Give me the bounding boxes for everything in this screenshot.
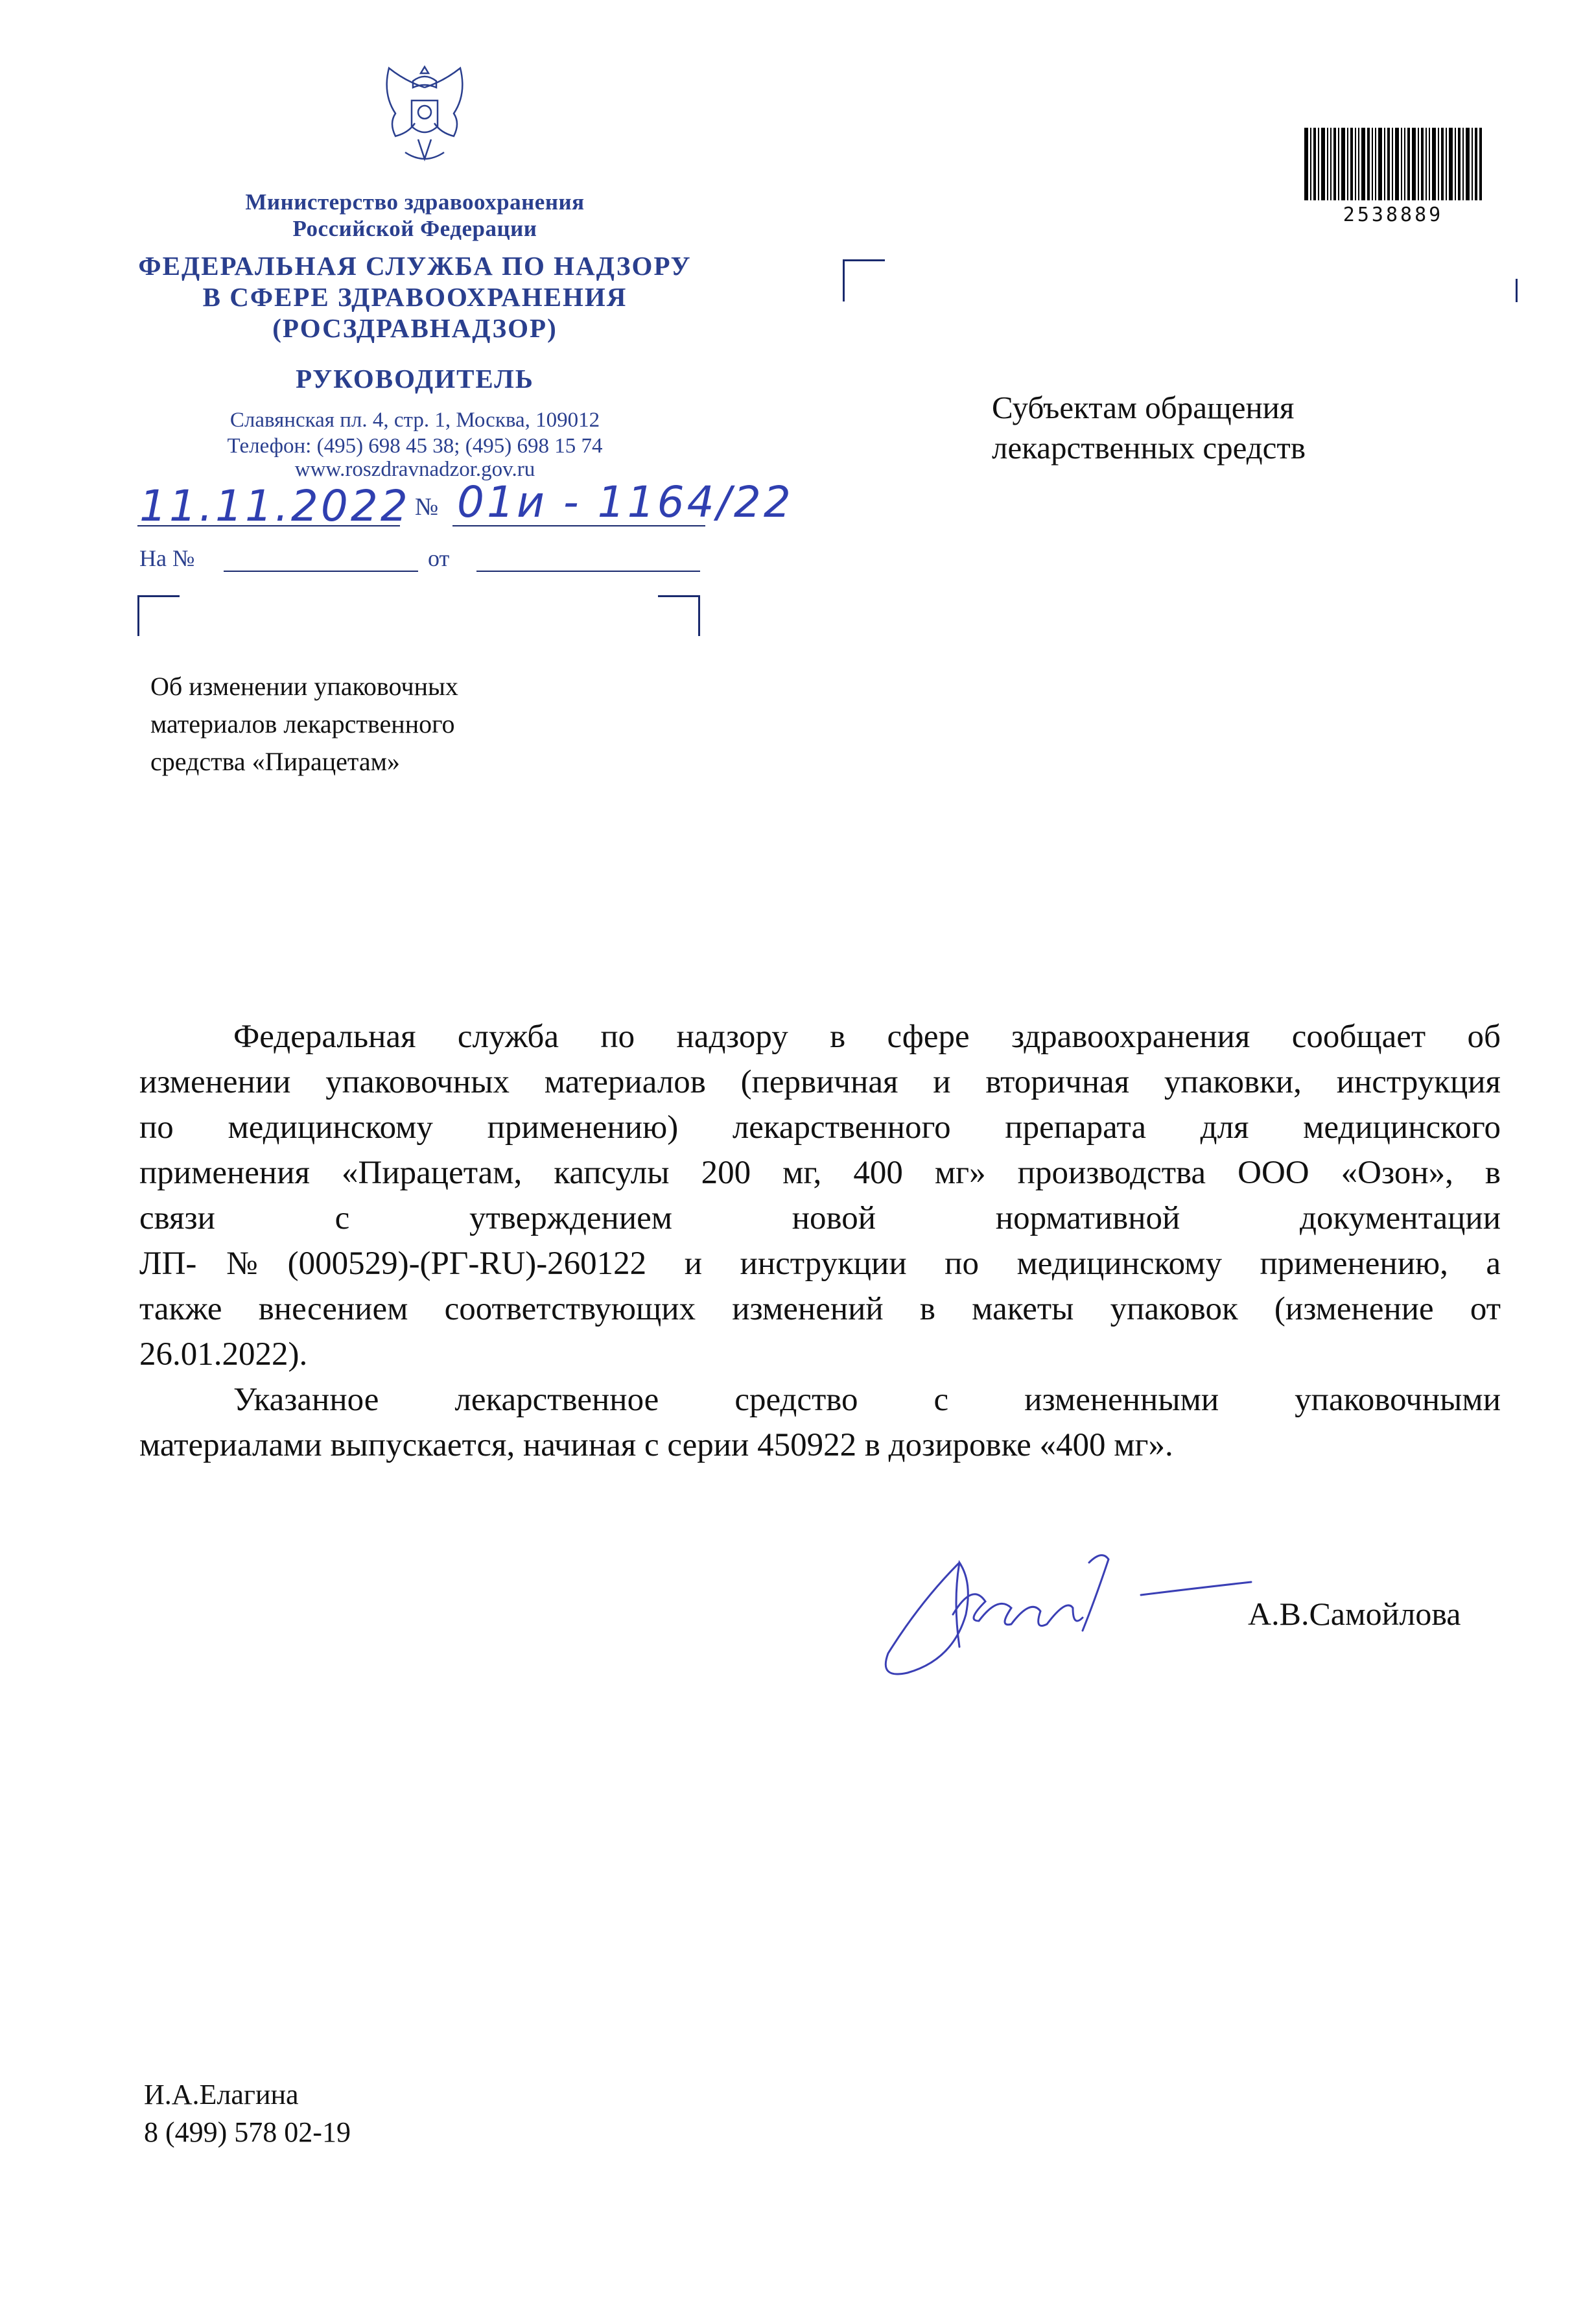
body-paragraph1-line: применения «Пирацетам, капсулы 200 мг, 400 мг» производства ООО «Озон», в [139, 1155, 1501, 1191]
service-name-line2: В СФЕРЕ ЗДРАВООХРАНЕНИЯ [202, 282, 628, 312]
service-name-line3: (РОСЗДРАВНАДЗОР) [272, 313, 557, 343]
head-title: РУКОВОДИТЕЛЬ [296, 364, 534, 394]
addressee-corner-right [1516, 279, 1518, 302]
body-paragraph1-line: ЛП-№(000529)-(РГ-RU)-260122 и инструкции по медицинскому применению, а [139, 1246, 1501, 1282]
addressee-corner-left [843, 259, 885, 301]
body-paragraph1-line: 26.01.2022). [139, 1336, 308, 1373]
reply-from-label: от [428, 545, 450, 571]
addressee-line2: лекарственных средств [992, 430, 1306, 466]
body-paragraph1-line: связи с утверждением новой нормативной документации [139, 1200, 1501, 1236]
body-paragraph2-line: Указанное лекарственное средство с измененными упаковочными [233, 1382, 1501, 1418]
subject-line1: Об изменении упаковочных [150, 672, 458, 701]
registration-number: 01и - 1164/22 [457, 477, 793, 527]
address: Славянская пл. 4, стр. 1, Москва, 109012 [229, 408, 600, 432]
barcode-image [1304, 128, 1482, 200]
handwritten-signature [869, 1517, 1284, 1692]
ministry-name-line2: Российской Федерации [292, 216, 537, 241]
reply-from-line [476, 571, 700, 572]
barcode-number: 2538889 [1343, 204, 1444, 226]
addressee-line1: Субъектам обращения [992, 390, 1295, 425]
coat-of-arms-emblem [373, 62, 476, 172]
body-paragraph1-line: изменении упаковочных материалов (первичная и вторичная упаковки, инструкция [139, 1064, 1501, 1100]
body-paragraph1-line: также внесением соответствующих изменений в макеты упаковок (изменение от [139, 1291, 1501, 1327]
date-underline [137, 525, 400, 526]
service-name-line1: ФЕДЕРАЛЬНАЯ СЛУЖБА ПО НАДЗОРУ [138, 251, 692, 281]
body-paragraph2-line: материалами выпускается, начиная с серии 450922 в дозировке «400 мг». [139, 1427, 1173, 1463]
body-paragraph1-line: Федеральная служба по надзору в сфере здравоохранения сообщает об [233, 1019, 1501, 1055]
subject-corner-right [658, 595, 700, 636]
signer-name: А.В.Самойлова [1248, 1596, 1461, 1632]
reply-number-line [224, 571, 418, 572]
subject-line2: материалов лекарственного [150, 709, 455, 738]
body-paragraph1-line: по медицинскому применению) лекарственного препарата для медицинского [139, 1109, 1501, 1146]
number-sign: № [415, 493, 439, 521]
reply-number-label: На № [139, 545, 195, 571]
registration-date: 11.11.2022 [139, 481, 410, 531]
subject-line3: средства «Пирацетам» [150, 747, 400, 776]
subject-corner-left [137, 595, 180, 636]
number-underline [452, 525, 705, 526]
ministry-name-line1: Министерство здравоохранения [245, 189, 585, 215]
website: www.roszdravnadzor.gov.ru [294, 458, 535, 481]
executor-name: И.А.Елагина [144, 2079, 299, 2110]
phones: Телефон: (495) 698 45 38; (495) 698 15 74 [227, 434, 603, 458]
executor-phone: 8 (499) 578 02-19 [144, 2116, 351, 2148]
